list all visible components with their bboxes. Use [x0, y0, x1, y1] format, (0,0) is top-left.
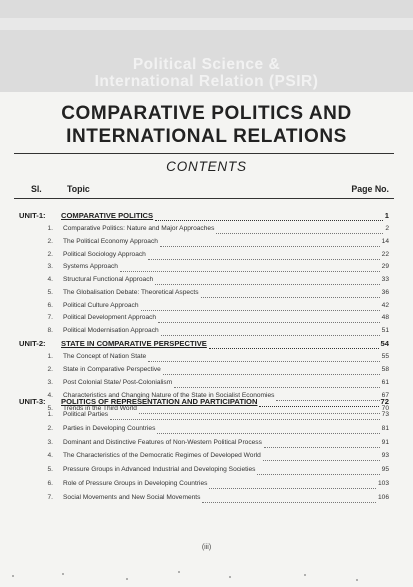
header-banner — [0, 0, 413, 92]
scan-speck — [229, 576, 231, 578]
entry-number: 2. — [47, 237, 53, 245]
entry-number: 4. — [47, 452, 53, 460]
toc-entry — [19, 379, 389, 390]
entry-number: 4. — [47, 392, 53, 399]
unit-label: UNIT-3: — [19, 397, 46, 406]
entry-page-number: 36 — [381, 288, 389, 296]
entry-number: 2. — [47, 250, 53, 258]
toc-entry — [19, 263, 389, 274]
entry-number: 1. — [47, 225, 53, 232]
toc-entry — [19, 225, 389, 236]
entry-number: 5. — [47, 405, 53, 412]
dot-leader — [110, 419, 380, 420]
entry-page-number: 67 — [381, 392, 389, 399]
unit-page-number: 72 — [380, 397, 389, 406]
entry-page-number: 14 — [381, 237, 389, 245]
entry-page-number: 106 — [377, 493, 389, 501]
toc-entry — [19, 480, 389, 491]
toc-entry — [19, 314, 389, 325]
unit-title: POLITICS OF REPRESENTATION AND PARTICIPATION — [61, 397, 258, 406]
scan-speck — [178, 571, 180, 573]
page-number: (iii) — [201, 544, 212, 551]
entry-number: 6. — [47, 480, 53, 487]
entry-title: Structural Functional Approach — [63, 276, 154, 283]
dot-leader — [259, 406, 378, 407]
unit-label: UNIT-2: — [19, 339, 46, 348]
entry-page-number: 48 — [381, 314, 389, 322]
divider-top — [14, 153, 394, 154]
entry-page-number: 70 — [381, 405, 389, 412]
entry-page-number: 58 — [381, 366, 389, 373]
unit-page-number: 54 — [380, 339, 389, 348]
entry-page-number: 33 — [381, 276, 389, 283]
dot-leader — [264, 447, 380, 448]
entry-title: Social Movements and New Social Movements — [63, 493, 201, 501]
entry-number: 1. — [47, 411, 53, 418]
toc-entry — [19, 353, 389, 364]
dot-leader — [157, 433, 379, 434]
entry-page-number: 95 — [381, 466, 389, 474]
entry-title: Political Sociology Approach — [63, 250, 146, 258]
contents-heading: CONTENTS — [166, 159, 247, 174]
entry-title: Political Development Approach — [63, 314, 157, 322]
scan-speck — [304, 574, 306, 576]
entry-number: 8. — [47, 327, 53, 334]
column-header-page: Page No. — [351, 184, 389, 194]
toc-entry — [19, 366, 389, 377]
entry-title: Systems Approach — [63, 263, 118, 271]
entry-number: 3. — [47, 263, 53, 271]
entry-page-number: 22 — [381, 250, 389, 258]
scan-speck — [62, 573, 64, 575]
unit-heading — [19, 339, 389, 351]
unit-label: UNIT-1: — [19, 211, 46, 220]
entry-number: 6. — [47, 301, 53, 309]
book-title-line1: COMPARATIVE POLITICS AND — [61, 103, 352, 124]
dot-leader — [202, 502, 376, 503]
entry-page-number: 73 — [381, 411, 389, 418]
dot-leader — [161, 335, 380, 336]
toc-entry — [19, 466, 389, 477]
dot-leader — [216, 233, 383, 234]
toc-entry — [19, 439, 389, 450]
dot-leader — [209, 488, 376, 489]
toc-entry — [19, 251, 389, 262]
dot-leader — [148, 361, 379, 362]
dot-leader — [120, 271, 380, 272]
banner-title-line1: Political Science & — [132, 56, 281, 73]
scan-speck — [356, 579, 358, 581]
toc-entry — [19, 238, 389, 249]
divider-header — [14, 198, 394, 199]
toc-entry — [19, 327, 389, 338]
toc-entry — [19, 411, 389, 422]
dot-leader — [209, 348, 379, 349]
entry-title: Political Modernisation Approach — [63, 327, 159, 334]
entry-title: The Political Economy Approach — [63, 237, 158, 245]
dot-leader — [263, 460, 380, 461]
entry-page-number: 61 — [381, 379, 389, 386]
entry-title: Post Colonial State/ Post-Colonialism — [63, 379, 173, 386]
dot-leader — [148, 259, 380, 260]
toc-entry — [19, 494, 389, 505]
entry-page-number: 81 — [381, 424, 389, 432]
dot-leader — [174, 387, 379, 388]
dot-leader — [160, 246, 380, 247]
entry-number: 1. — [47, 353, 53, 360]
entry-page-number: 91 — [381, 438, 389, 446]
entry-number: 5. — [47, 466, 53, 474]
unit-title: STATE IN COMPARATIVE PERSPECTIVE — [61, 339, 207, 348]
entry-title: Role of Pressure Groups in Developing Countries — [63, 480, 208, 487]
entry-title: Dominant and Distinctive Features of Non-Western Political Process — [63, 438, 262, 446]
column-header-sl: Sl. — [31, 184, 42, 194]
scan-speck — [12, 575, 14, 577]
toc-entry — [19, 452, 389, 463]
entry-number: 3. — [47, 438, 53, 446]
dot-leader — [155, 284, 379, 285]
entry-number: 5. — [47, 288, 53, 296]
entry-title: The Concept of Nation State — [63, 353, 147, 360]
entry-title: The Characteristics of the Democratic Regimes of Developed World — [63, 452, 261, 460]
column-header-topic: Topic — [67, 184, 90, 194]
entry-page-number: 51 — [381, 327, 389, 334]
dot-leader — [257, 474, 379, 475]
entry-number: 3. — [47, 379, 53, 386]
entry-page-number: 93 — [381, 452, 389, 460]
dot-leader — [158, 322, 380, 323]
entry-title: Trends in the Third World — [63, 405, 137, 412]
entry-title: The Globalisation Debate: Theoretical Aspects — [63, 288, 199, 296]
entry-number: 4. — [47, 276, 53, 283]
unit-page-number: 1 — [384, 211, 389, 220]
entry-title: Parties in Developing Countries — [63, 424, 156, 432]
unit-heading — [19, 397, 389, 409]
entry-page-number: 103 — [377, 480, 389, 487]
dot-leader — [201, 297, 380, 298]
toc-entry — [19, 425, 389, 436]
toc-entry — [19, 289, 389, 300]
entry-number: 7. — [47, 493, 53, 501]
entry-page-number: 55 — [381, 353, 389, 360]
toc-entry — [19, 276, 389, 287]
entry-title: Pressure Groups in Advanced Industrial and Developing Societies — [63, 466, 256, 474]
entry-title: Political Parties — [63, 411, 109, 418]
banner-title-line2: International Relation (PSIR) — [94, 73, 319, 90]
entry-page-number: 2 — [385, 225, 389, 232]
dot-leader — [155, 220, 383, 221]
book-title-line2: INTERNATIONAL RELATIONS — [66, 126, 347, 147]
entry-page-number: 29 — [381, 263, 389, 271]
entry-page-number: 42 — [381, 301, 389, 309]
toc-entry — [19, 302, 389, 313]
entry-number: 2. — [47, 424, 53, 432]
entry-title: Comparative Politics: Nature and Major Approaches — [63, 225, 215, 232]
dot-leader — [141, 310, 380, 311]
entry-title: State in Comparative Perspective — [63, 366, 161, 373]
unit-title: COMPARATIVE POLITICS — [61, 211, 154, 220]
entry-number: 7. — [47, 314, 53, 322]
scan-speck — [126, 578, 128, 580]
entry-title: Political Culture Approach — [63, 301, 139, 309]
dot-leader — [163, 374, 380, 375]
unit-heading — [19, 211, 389, 223]
entry-title: Characteristics and Changing Nature of the State in Socialist Economies — [63, 392, 275, 399]
banner-stripe — [0, 18, 413, 30]
entry-number: 2. — [47, 366, 53, 373]
